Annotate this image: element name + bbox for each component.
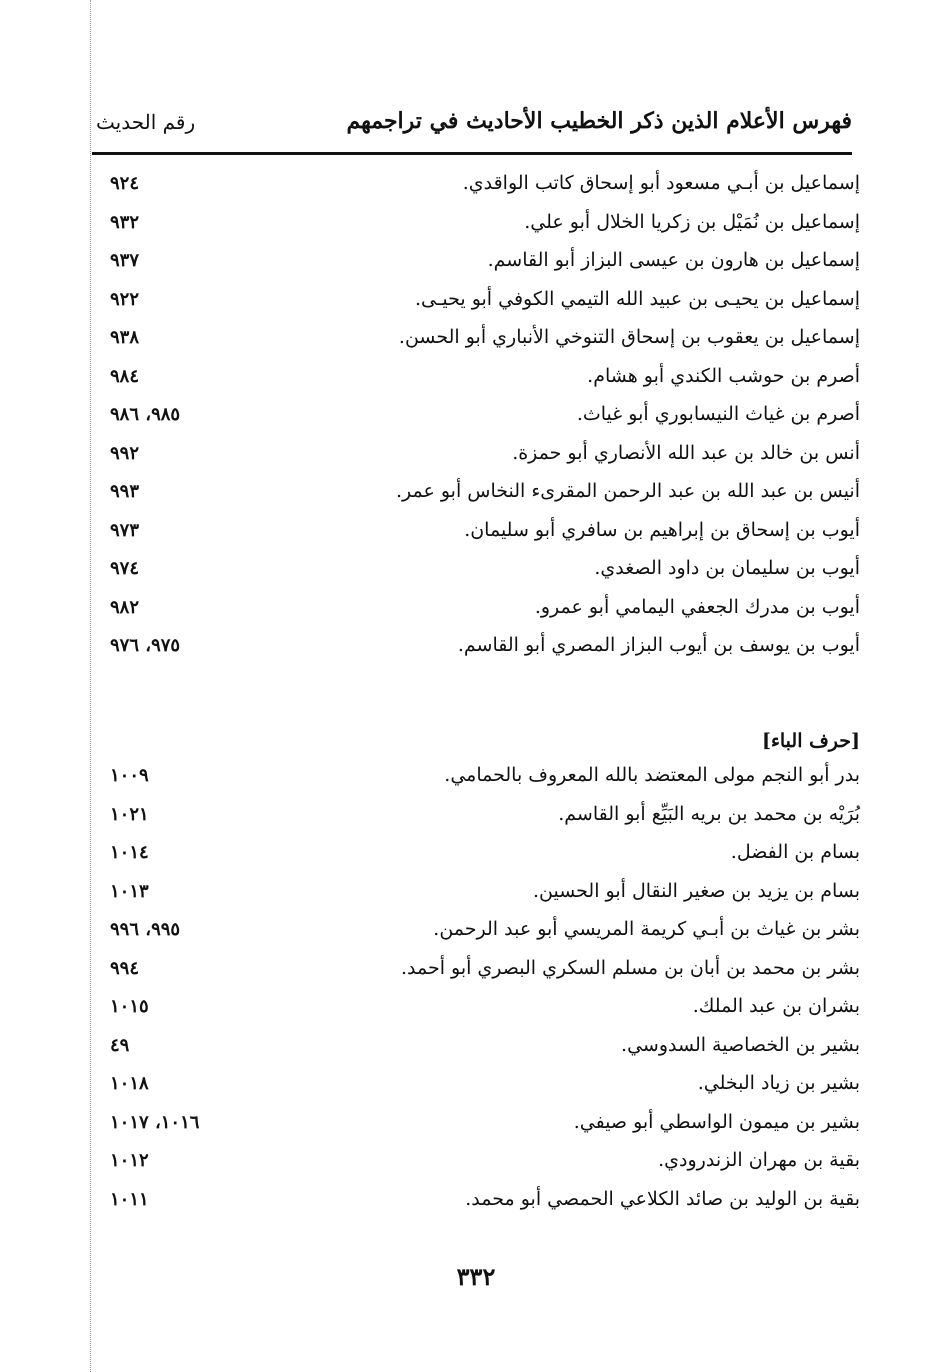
entry-hadith-number: ٩٩٤: [110, 957, 140, 979]
entry-hadith-number: ٩٧٥، ٩٧٦: [110, 635, 181, 656]
entry-name: أصرم بن غياث النيسابوري أبو غياث.: [576, 403, 860, 425]
entry-hadith-number: ٩٩٥، ٩٩٦: [110, 919, 181, 940]
entry-hadith-number: ١٠١٤: [110, 842, 149, 863]
index-entry: [100, 799, 860, 838]
entry-name: أنس بن خالد بن عبد الله الأنصاري أبو حمزة.: [512, 441, 860, 464]
section-heading-ba: [حرف الباء]: [761, 730, 860, 752]
entry-name: إسماعيل بن يحيـى بن عبيد الله التيمي الكوفي أبو يحيـى.: [414, 287, 860, 310]
index-entry: [100, 207, 860, 246]
entry-name: أيوب بن سليمان بن داود الصغدي.: [594, 557, 860, 579]
page-header: [92, 100, 852, 150]
entry-name: بقية بن الوليد بن صائد الكلاعي الحمصي أبو محمد.: [465, 1187, 860, 1210]
entry-name: بشير بن الخصاصية السدوسي.: [621, 1033, 860, 1056]
entry-name: بشر بن غياث بن أبـي كريمة المريسي أبو عبد الرحمن.: [433, 918, 860, 940]
entry-name: بسام بن الفضل.: [730, 841, 860, 863]
index-entry: [100, 515, 860, 554]
entry-name: بسام بن يزيد بن صغير النقال أبو الحسين.: [532, 879, 860, 902]
index-entry: [100, 1068, 860, 1107]
index-entry: [100, 245, 860, 284]
entry-hadith-number: ٩٧٣: [110, 519, 140, 541]
index-entry: [100, 1107, 860, 1146]
entry-name: أيوب بن يوسف بن أيوب البزاز المصري أبو القاسم.: [457, 634, 860, 656]
index-entry: [100, 284, 860, 323]
entry-hadith-number: ١٠١٢: [110, 1150, 149, 1171]
index-entry: [100, 361, 860, 400]
hadith-number-column-label: رقم الحديث: [96, 110, 196, 134]
entry-hadith-number: ٩٢٢: [110, 288, 140, 310]
header-divider: [92, 152, 852, 155]
entry-name: بشير بن زياد البخلي.: [697, 1072, 860, 1094]
index-entry: [100, 1145, 860, 1184]
entry-hadith-number: ٩٣٢: [110, 211, 140, 233]
index-entry: [100, 837, 860, 876]
entry-hadith-number: ٩٧٤: [110, 558, 140, 579]
entry-hadith-number: ٩٨٢: [110, 596, 140, 618]
index-entry: [100, 476, 860, 515]
entry-hadith-number: ٩٣٨: [110, 327, 140, 348]
entry-hadith-number: ١٠١١: [110, 1188, 149, 1210]
entry-hadith-number: ٩٨٥، ٩٨٦: [110, 404, 181, 425]
index-entry: [100, 1030, 860, 1069]
entries-list-alif: [100, 168, 860, 669]
scan-margin-line: [90, 0, 91, 1372]
index-entry: [100, 760, 860, 799]
entry-hadith-number: ٩٣٧: [110, 250, 140, 271]
index-entry: [100, 914, 860, 953]
index-entry: [100, 438, 860, 477]
index-entry: [100, 1184, 860, 1223]
entry-name: إسماعيل بن نُمَيْل بن زكريا الخلال أبو علي.: [524, 210, 860, 233]
index-entry: [100, 553, 860, 592]
entry-name: بشر بن محمد بن أبان بن مسلم السكري البصري أبو أحمد.: [400, 956, 860, 979]
entry-name: إسماعيل بن أبـي مسعود أبو إسحاق كاتب الواقدي.: [462, 172, 860, 194]
entries-list-ba: [100, 760, 860, 1222]
entry-hadith-number: ٩٨٤: [110, 365, 140, 387]
entry-name: أنيس بن عبد الله بن عبد الرحمن المقرىء النخاس أبو عمر.: [395, 480, 860, 502]
entry-hadith-number: ١٠٢١: [110, 803, 149, 825]
entry-hadith-number: ٩٩٢: [110, 442, 140, 464]
index-entry: [100, 592, 860, 631]
entry-hadith-number: ١٠١٥: [110, 996, 149, 1017]
index-title: فهرس الأعلام الذين ذكر الخطيب الأحاديث في تراجمهم: [346, 108, 852, 134]
index-entry: [100, 953, 860, 992]
index-entry: [100, 991, 860, 1030]
entry-name: بدر أبو النجم مولى المعتضد بالله المعروف بالحمامي.: [444, 764, 860, 786]
entry-name: بُرَيْه بن محمد بن بريه البَيِّع أبو القاسم.: [558, 802, 860, 825]
entry-name: أصرم بن حوشب الكندي أبو هشام.: [587, 364, 860, 387]
entry-name: بشير بن ميمون الواسطي أبو صيفي.: [573, 1110, 860, 1133]
entry-hadith-number: ١٠١٦، ١٠١٧: [110, 1111, 200, 1133]
entry-hadith-number: ٩٩٣: [110, 481, 140, 502]
entry-name: بشران بن عبد الملك.: [692, 995, 860, 1017]
index-entry: [100, 322, 860, 361]
entry-hadith-number: ٤٩: [110, 1034, 130, 1056]
entry-name: أيوب بن مدرك الجعفي اليمامي أبو عمرو.: [534, 595, 860, 618]
page-number: ٣٣٢: [456, 1262, 496, 1291]
index-entry: [100, 399, 860, 438]
entry-name: إسماعيل بن هارون بن عيسى البزاز أبو القاسم.: [487, 249, 860, 271]
index-entry: [100, 876, 860, 915]
entry-hadith-number: ١٠١٣: [110, 880, 149, 902]
entry-name: بقية بن مهران الزندرودي.: [658, 1149, 860, 1171]
entry-hadith-number: ١٠١٨: [110, 1073, 149, 1094]
entry-hadith-number: ٩٢٤: [110, 173, 140, 194]
index-entry: [100, 630, 860, 669]
index-entry: [100, 168, 860, 207]
entry-hadith-number: ١٠٠٩: [110, 765, 149, 786]
entry-name: إسماعيل بن يعقوب بن إسحاق التنوخي الأنباري أبو الحسن.: [398, 326, 860, 348]
entry-name: أيوب بن إسحاق بن إبراهيم بن سافري أبو سليمان.: [464, 518, 860, 541]
